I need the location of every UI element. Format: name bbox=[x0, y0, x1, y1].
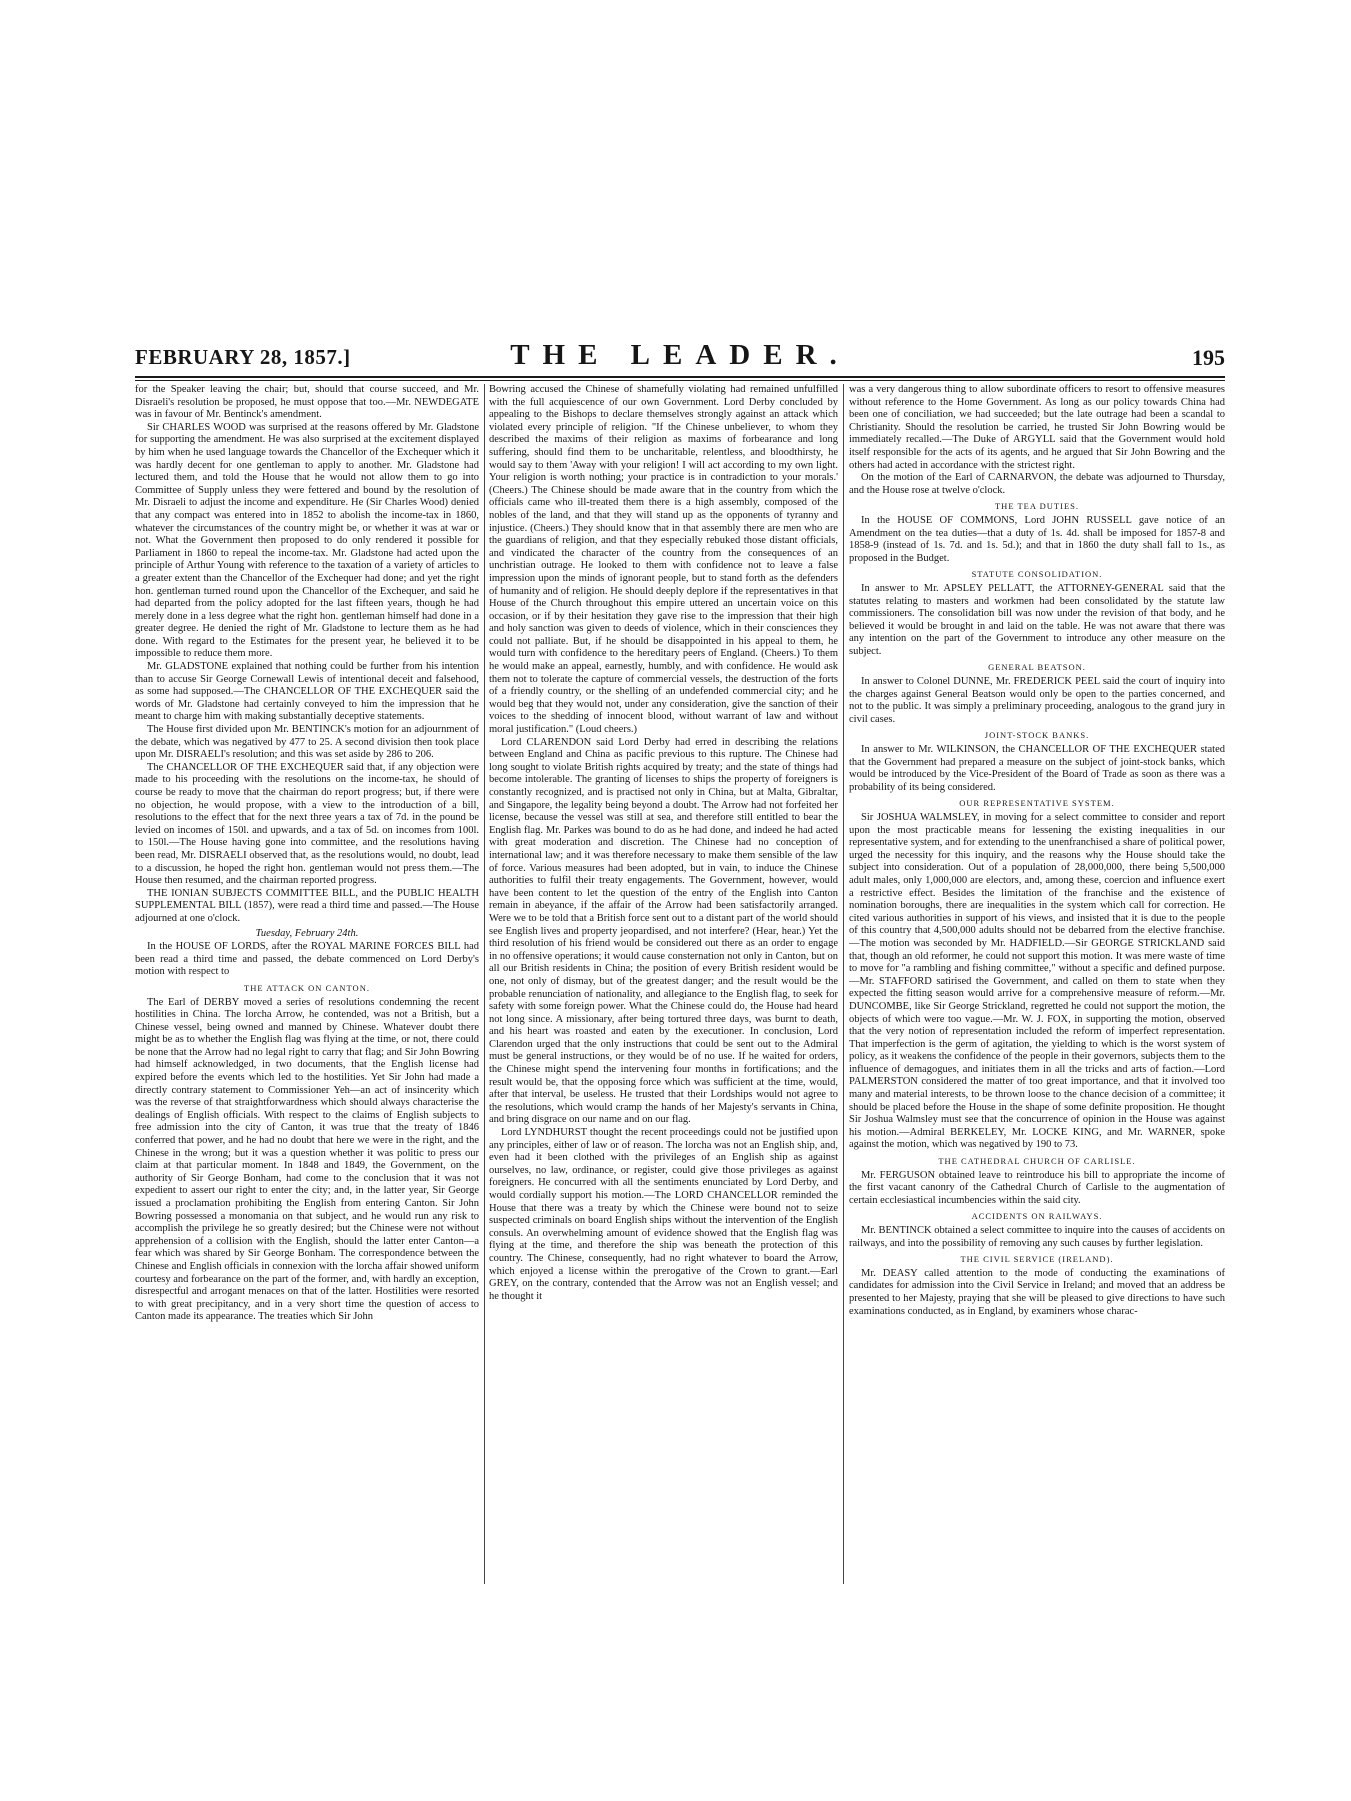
section-heading: THE CIVIL SERVICE (IRELAND). bbox=[960, 1254, 1114, 1265]
article-paragraph: Bowring accused the Chinese of shamefully violating had remained unfulfilled with the full acquiescence of our own Government. Lord Derby concluded by appealing to the Bishops to declare themselves strongly against an attack which violated every principle of religion. "If the Chinese unbeliever, to whom they described the maxims of their religion as maxims of forbearance and long suffering, should find them to be uncharitable, relentless, and bloodthirsty, he would say to them 'Away with your religion! I will act according to my own light. Your religion is worth nothing; your practice is in contradiction to your morals.' (Cheers.) The Chinese should be made aware that in the country from which the officials came who ill-treated them there is a high assembly, composed of the nobles of the land, and that they will stand up as the opponents of tyranny and injustice. (Cheers.) They should know that in that assembly there are men who are the guardians of religion, and that they especially rebuked those distant officials, and vindicated the character of the country from the consequences of an unchristian outrage. He looked to them with confidence not to leave a false impression upon the minds of ignorant people, but to stand forth as the defenders of humanity and of religion. He should deeply deplore if the representatives in that House of the Church throughout this empire uttered an uncertain voice on this occasion, or if by their hesitation they gave rise to the impression that their high and holy sanction was given to deeds of violence, which in their consciences they could not palliate. But, if he should be disappointed in his appeal to them, he would turn with confidence to the hereditary peers of England. (Cheers.) To them he would make an appeal, earnestly, humbly, and with confidence. He would ask them not to tolerate the capture of commercial vessels, the destruction of the forts of a friendly country, or the shelling of an undefended commercial city; and he would beg that they would not, under any consideration, give the sanction of their voices to the shedding of innocent blood, without warrant of law and without moral justification." (Loud cheers.) bbox=[489, 384, 838, 736]
article-paragraph: In answer to Mr. APSLEY PELLATT, the ATTORNEY-GENERAL said that the statutes relating to masters and workmen had been consolidated by the statute law commissioners. The consolidation bill was now under the revision of that body, and he believed it would be brought in and laid on the table. He was not aware that there was any intention on the part of the Government to introduce any other measure on the subject. bbox=[849, 582, 1225, 657]
article-paragraph: In answer to Mr. WILKINSON, the CHANCELLOR OF THE EXCHEQUER stated that the Government had prepared a measure on the subject of joint-stock banks, which would be introduced by the Vice-President of the Board of Trade as soon as there was a probability of its being considered. bbox=[849, 744, 1225, 793]
article-paragraph: The Earl of DERBY moved a series of resolutions condemning the recent hostilities in China. The lorcha Arrow, he contended, was not a British, but a Chinese vessel, being owned and manned by Chinese. Whatever doubt there might be as to whether the English flag was flying at the time, or not, there could be none that the Arrow had no legal right to carry that flag; and Sir John Bowring had himself acknowledged, in two documents, that the English license had expired before the events which led to the hostilities. Yet Sir John had made a directly contrary statement to Commissioner Yeh—an act of insincerity which was the reverse of that straightforwardness which should always characterise the dealings of English officials. With respect to the claims of English subjects to free admission into the city of Canton, it was true that the treaty of 1846 conferred that power, and he had no doubt that here we were in the right, and the Chinese in the wrong; but it was a question whether it was politic to press our claim at that particular moment. In 1848 and 1849, the Government, on the authority of Sir George Bonham, had come to the conclusion that it was not expedient to assert our right to enter the city; and, in the latter year, Sir George issued a proclamation prohibiting the English from entering Canton. Sir John Bowring possessed a monomania on that subject, and he would run any risk to accomplish the privilege he so greatly desired; but the Chinese were not without apprehension of a collision with the English, should the latter enter Canton—a fear which was shared by Sir George Bonham. The correspondence between the Chinese and English officials in connexion with the lorcha affair showed uniform courtesy and forbearance on the part of the former, and, with hardly an exception, disrespectful and arrogant menaces on that of the latter. Hostilities were resorted to with great precipitancy, and in a very short time the question of access to Canton made its appearance. The treaties which Sir John bbox=[135, 996, 479, 1323]
section-heading: JOINT-STOCK BANKS. bbox=[984, 730, 1090, 741]
column-divider bbox=[843, 384, 844, 1584]
masthead-rule-thick bbox=[135, 376, 1225, 378]
section-heading: THE TEA DUTIES. bbox=[994, 501, 1080, 512]
article-paragraph: In the HOUSE OF COMMONS, Lord JOHN RUSSELL gave notice of an Amendment on the tea duties—that a duty of 1s. 4d. shall be imposed for 1857-8 and 1858-9 (instead of 1s. 7d. and 1s. 5d.); and that in 1860 the duty shall fall to 1s., as proposed in the Budget. bbox=[849, 514, 1225, 564]
article-paragraph: for the Speaker leaving the chair; but, should that course succeed, and Mr. Disraeli's resolution be proposed, he must oppose that too.—Mr. NEWDEGATE was in favour of Mr. Bentinck's amendment. bbox=[135, 384, 479, 421]
article-paragraph: Sir CHARLES WOOD was surprised at the reasons offered by Mr. Gladstone for supporting the amendment. He was also surprised at the excitement displayed by him when he used language towards the Chancellor of the Exchequer which it was hardly decent for one gentleman to apply to another. Mr. Gladstone had lectured them, and told the House that he would not allow them to go into Committee of Supply unless they were fettered and bound by the resolution of Mr. Disraeli to adjust the income and expenditure. He (Sir Charles Wood) denied that any compact was entered into in 1852 to abolish the income-tax in 1860, whatever the circumstances of the country might be, or whether it was at war or not. What the Government then proposed to do only rendered it possible for Parliament in 1860 to repeal the income-tax. Mr. Gladstone had acted upon the principle of Arthur Young with reference to the taxation of a variety of articles to a greater extent than the Chancellor of the Exchequer had done; and yet the right hon. gentleman turned round upon the Chancellor of the Exchequer, and said he had departed from the policy adopted for the last fifteen years, though he had merely done in a less degree what the right hon. gentleman himself had done in a greater degree. He denied the right of Mr. Gladstone to lecture them as he had done. With regard to the Estimates for the present year, he believed it to be impossible to reduce them more. bbox=[135, 421, 479, 660]
column-2 bbox=[489, 384, 838, 1584]
article-paragraph: Lord CLARENDON said Lord Derby had erred in describing the relations between England and China as pacific previous to this rupture. The Chinese had long sought to violate British rights acquired by treaty; and the state of things had become intolerable. The granting of licenses to ships the property of foreigners is constantly recognized, and is practised not only in China, but at Malta, Gibraltar, and Singapore, the legality being beyond a doubt. The Arrow had not forfeited her license, because the vessel was still at sea, and therefore still entitled to bear the English flag. Mr. Parkes was bound to do as he had done, and indeed he had acted with great moderation and discretion. The Chinese had no conception of international law; and it was therefore necessary to make them sensible of the law of force. Various measures had been adopted, but in vain, to induce the Chinese authorities to fulfil their treaty engagements. The Government, however, would have been content to let the question of the entry of the English into Canton remain in abeyance, if the affair of the Arrow had been satisfactorily arranged. Were we to be told that a British force sent out to a distant part of the world should see English lives and property jeopardised, and not interfere? (Hear, hear.) Yet the third resolution of his friend would be considered out there as an order to engage in no offensive operations; it would cause consternation not only in Canton, but on all our British residents in China; the position of every British resident would be one, not only of dismay, but of the greatest danger; and the result would be the probable renunciation of nationality, and allegiance to the English flag, to seek for safety with some foreign power. What the Chinese could do, the House had heard not long since. A missionary, after being tortured three days, was burnt to death, and his heart was roasted and eaten by the executioner. In conclusion, Lord Clarendon urged that the only instructions that could be sent out to the Admiral must be general instructions, or they would be of no use. If he waited for orders, the Chinese might spend the intervening four months in fortifications; and the result would be, that the opposing force which was sufficient at the time, would, after that interval, be useless. He trusted that their Lordships would not agree to the resolutions, which would cramp the hands of her Majesty's servants in China, and bring disgrace on our name and on our flag. bbox=[489, 736, 838, 1126]
article-paragraph: Mr. FERGUSON obtained leave to reintroduce his bill to appropriate the income of the first vacant canonry of the Cathedral Church of Carlisle to the augmentation of certain ecclesiastical incumbencies within the said city. bbox=[849, 1169, 1225, 1206]
article-paragraph: Mr. DEASY called attention to the mode of conducting the examinations of candidates for admission into the Civil Service in Ireland; and moved that an address be presented to her Majesty, praying that she will be pleased to give directions to have such examinations conducted, as in England, by examiners whose charac- bbox=[849, 1267, 1225, 1317]
column-divider bbox=[484, 384, 485, 1584]
section-heading: STATUTE CONSOLIDATION. bbox=[971, 569, 1103, 580]
article-paragraph: In the HOUSE OF LORDS, after the ROYAL MARINE FORCES BILL had been read a third time and passed, the debate commenced on Lord Derby's motion with respect to bbox=[135, 941, 479, 978]
section-heading: OUR REPRESENTATIVE SYSTEM. bbox=[959, 798, 1115, 809]
section-heading: ACCIDENTS ON RAILWAYS. bbox=[971, 1211, 1103, 1222]
section-heading: GENERAL BEATSON. bbox=[988, 662, 1086, 673]
article-paragraph: The CHANCELLOR OF THE EXCHEQUER said that, if any objection were made to his proceeding with the resolutions on the income-tax, he should of course be ready to move that the chairman do report progress; but, if there were no objection, he would propose, with a view to the introduction of a bill, resolutions to the effect that for the next three years a tax of 7d. in the pound be levied on incomes of 150l. and upwards, and a tax of 5d. on incomes from 100l. to 150l.—The House having gone into committee, and the resolutions having been read, Mr. DISRAELI observed that, as the resolutions would, no doubt, lead to a discussion, he hoped the right hon. gentleman would not press them.—The House then resumed, and the chairman reported progress. bbox=[135, 761, 479, 887]
masthead bbox=[135, 340, 1225, 374]
article-paragraph: On the motion of the Earl of CARNARVON, the debate was adjourned to Thursday, and the House rose at twelve o'clock. bbox=[849, 472, 1225, 496]
issue-date: FEBRUARY 28, 1857.] bbox=[135, 345, 351, 369]
article-paragraph: Lord LYNDHURST thought the recent proceedings could not be justified upon any principles, either of law or of reason. The lorcha was not an English ship, and, even had it been clothed with the privileges of an English ship as against ourselves, no law, ordinance, or register, could give those privileges as against foreigners. He concurred with all the sentiments enunciated by Lord Derby, and would cordially support his motion.—The LORD CHANCELLOR reminded the House that there was a treaty by which the Chinese were bound not to seize suspected criminals on board English ships without the intervention of the English consuls. An overwhelming amount of evidence showed that the English flag was flying at the time, and therefore the ship was beneath the protection of this country. The Chinese, consequently, had no right whatever to board the Arrow, which enjoyed a license within the prerogative of the Crown to grant.—Earl GREY, on the contrary, contended that the Arrow was not an English vessel; and he thought it bbox=[489, 1127, 838, 1302]
article-paragraph: The House first divided upon Mr. BENTINCK's motion for an adjournment of the debate, which was negatived by 477 to 25. A second division then took place upon Mr. DISRAELI's resolution; and this was set aside by 286 to 206. bbox=[135, 724, 479, 761]
article-paragraph: was a very dangerous thing to allow subordinate officers to resort to offensive measures without reference to the Home Government. As long as our policy towards China had been one of conciliation, we had succeeded; but the late outrage had been a scandal to Christianity. Should the resolution be carried, he trusted Sir John Bowring would be immediately recalled.—The Duke of ARGYLL said that the Government would hold itself responsible for the acts of its agents, and he argued that Sir John Bowring and the others had acted in accordance with the strictest right. bbox=[849, 384, 1225, 471]
dateline: Tuesday, February 24th. bbox=[255, 927, 359, 939]
section-heading: THE ATTACK ON CANTON. bbox=[244, 982, 370, 993]
article-paragraph: Mr. GLADSTONE explained that nothing could be further from his intention than to accuse Sir George Cornewall Lewis of intentional deceit and falsehood, as some had supposed.—The CHANCELLOR OF THE EXCHEQUER said the words of Mr. Gladstone had certainly conveyed to him the impression that he meant to charge him with making substantially deceptive statements. bbox=[135, 661, 479, 723]
section-heading: THE CATHEDRAL CHURCH OF CARLISLE. bbox=[938, 1156, 1136, 1167]
column-1 bbox=[135, 384, 479, 1584]
article-paragraph: THE IONIAN SUBJECTS COMMITTEE BILL, and the PUBLIC HEALTH SUPPLEMENTAL BILL (1857), were read a third time and passed.—The House adjourned at one o'clock. bbox=[135, 887, 479, 924]
column-3 bbox=[849, 384, 1225, 1584]
page-number: 195 bbox=[1192, 345, 1225, 370]
article-paragraph: Mr. BENTINCK obtained a select committee to inquire into the causes of accidents on railways, and into the possibility of removing any such causes by further legislation. bbox=[849, 1225, 1225, 1249]
article-paragraph: Sir JOSHUA WALMSLEY, in moving for a select committee to consider and report upon the most practicable means for lessening the existing inequalities in our representative system, and for extending to the unenfranchised a share of political power, urged the necessity for this inquiry, and the reasons why the House should take the subject into consideration. Out of a population of 28,000,000, there being 5,500,000 adult males, only 1,000,000 are electors, and, among these, coercion and influence exert a restrictive effect. Besides the limitation of the franchise and the existence of nomination boroughs, there are inequalities in the system which call for correction. He cited various authorities in support of his views, and insisted that it is due to the people of this country that 4,500,000 adults should not be debarred from the elective franchise.—The motion was seconded by Mr. HADFIELD.—Sir GEORGE STRICKLAND said that, though an old reformer, he could not support this motion. It was mere waste of time to move for "a rambling and fishing committee," without a specific and defined purpose.—Mr. STAFFORD satirised the Government, and called on them to state when they expected the fitting season would arrive for a comprehensive measure of reform.—Mr. DUNCOMBE, like Sir George Strickland, regretted he could not support the motion, the objects of which were too vague.—Mr. W. J. FOX, in supporting the motion, observed that the very notion of representation included the reform of imperfect representation. That imperfection is the germ of agitation, the yielding to which is the worst system of policy, as it weakens the confidence of the people in their governors, subjects them to the influence of demagogues, and initiates them in all the tricks and arts of faction.—Lord PALMERSTON considered the matter of too great importance, and that it involved too many and material interests, to be thrown loose to the chance decision of a committee; it should be placed before the House in the shape of some definite proposition. He thought Sir Joshua Walmsley must see that the concurrence of opinion in the House was against his motion.—Admiral BERKELEY, Mr. LOCKE KING, and Mr. WARNER, spoke against the motion, which was negatived by 190 to 73. bbox=[849, 812, 1225, 1151]
article-paragraph: In answer to Colonel DUNNE, Mr. FREDERICK PEEL said the court of inquiry into the charges against General Beatson would only be open to the parties concerned, and not to the public. It was simply a preliminary proceeding, analogous to the grand jury in civil cases. bbox=[849, 676, 1225, 725]
newspaper-title: THE LEADER. bbox=[510, 339, 850, 371]
masthead-rule-thin bbox=[135, 380, 1225, 381]
